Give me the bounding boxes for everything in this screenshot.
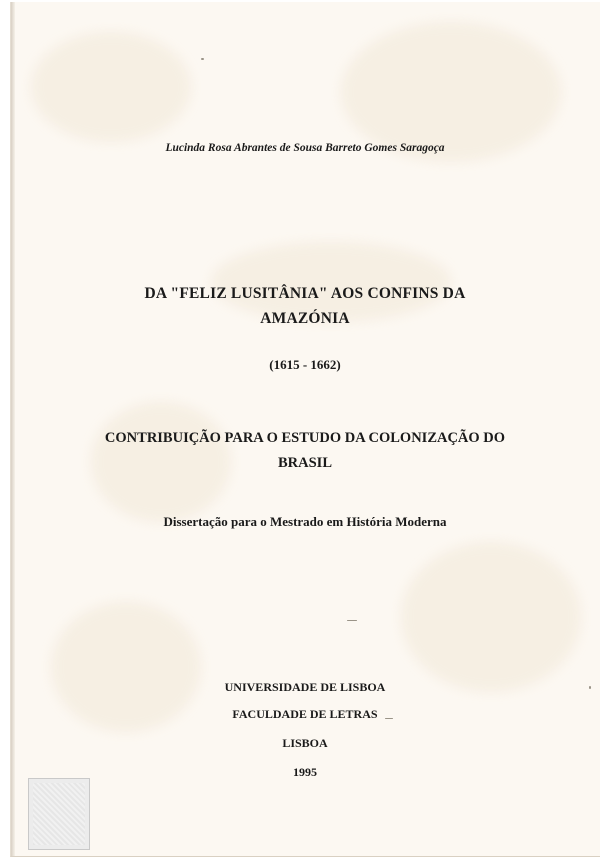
title-line-1: DA "FELIZ LUSITÂNIA" AOS CONFINS DA — [144, 285, 466, 302]
faculty-name: FACULDADE DE LETRAS — [232, 707, 378, 721]
paper-speck — [347, 620, 357, 621]
label-pattern — [33, 783, 85, 845]
dissertation-note: Dissertação para o Mestrado em História Moderna — [163, 514, 447, 529]
subtitle-line-2: BRASIL — [278, 455, 332, 471]
title-line-2: AMAZÓNIA — [260, 310, 350, 327]
author-name: Lucinda Rosa Abrantes de Sousa Barreto Gomes Saragoça — [165, 142, 445, 154]
university-name: UNIVERSIDADE DE LISBOA — [224, 680, 386, 694]
subtitle-line-1: CONTRIBUIÇÃO PARA O ESTUDO DA COLONIZAÇÃO DO — [104, 430, 506, 446]
date-range: (1615 - 1662) — [269, 357, 341, 372]
paper-stain — [341, 22, 561, 162]
paper-stain — [401, 542, 581, 692]
paper-speck — [201, 58, 204, 60]
page-edge — [11, 2, 15, 856]
paper-stain — [31, 32, 191, 142]
publication-year: 1995 — [293, 765, 317, 779]
library-label-sticker — [28, 778, 90, 850]
city-name: LISBOA — [282, 736, 328, 750]
